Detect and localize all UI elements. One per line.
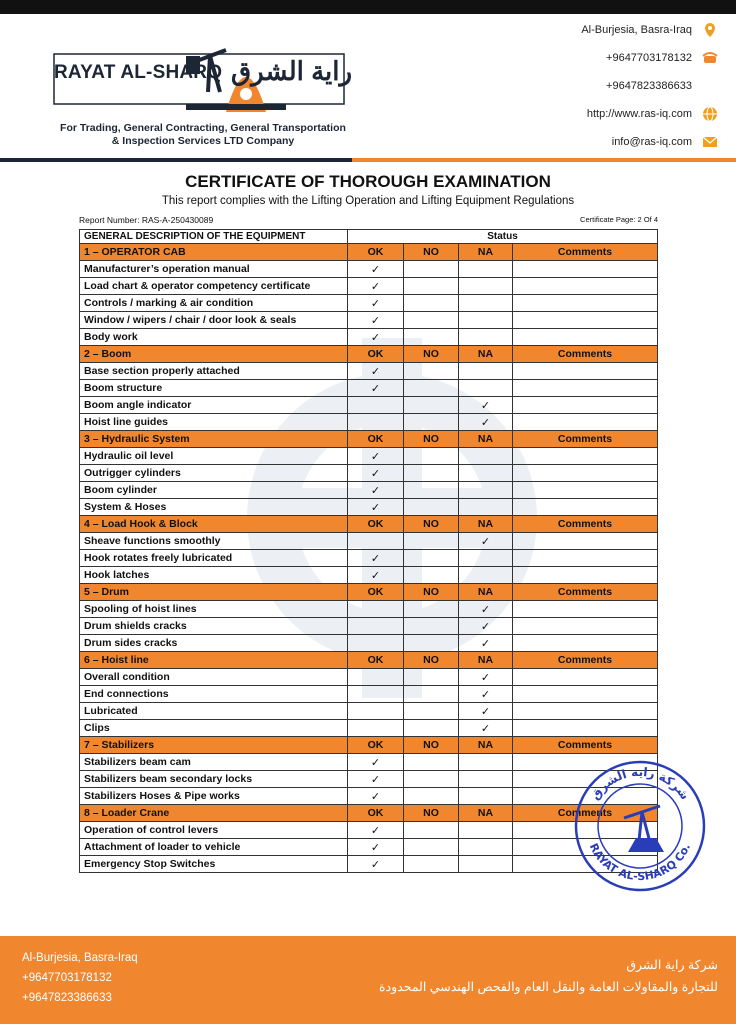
status-ok-cell	[348, 465, 404, 482]
status-na-cell	[459, 686, 513, 703]
item-label: Boom angle indicator	[80, 397, 348, 414]
status-na-cell	[459, 635, 513, 652]
item-label: Emergency Stop Switches	[80, 856, 348, 873]
item-label: Hook rotates freely lubricated	[80, 550, 348, 567]
contact-phone2	[606, 78, 718, 94]
status-na-cell	[459, 669, 513, 686]
comments-cell	[513, 533, 658, 550]
address-text: Al-Burjesia, Basra-Iraq	[581, 24, 692, 36]
col-comments-label: Comments	[513, 584, 658, 601]
table-row	[80, 465, 658, 482]
table-row	[80, 261, 658, 278]
contact-phone1	[606, 50, 718, 66]
comments-cell	[513, 329, 658, 346]
status-na-cell	[459, 703, 513, 720]
status-no-cell	[404, 669, 459, 686]
status-na-cell	[459, 499, 513, 516]
status-ok-cell	[348, 261, 404, 278]
col-na-label: NA	[459, 431, 513, 448]
checkmark-icon: ✓	[480, 535, 491, 548]
section-header-row	[80, 737, 658, 754]
section-title: 2 – Boom	[80, 346, 348, 363]
comments-cell	[513, 363, 658, 380]
item-label: Stabilizers beam secondary locks	[80, 771, 348, 788]
location-pin-icon	[702, 22, 718, 38]
item-label: Attachment of loader to vehicle	[80, 839, 348, 856]
status-no-cell	[404, 839, 459, 856]
item-label: Hook latches	[80, 567, 348, 584]
status-no-cell	[404, 482, 459, 499]
col-na-label: NA	[459, 805, 513, 822]
col-ok-label: OK	[348, 737, 404, 754]
table-row	[80, 329, 658, 346]
checkmark-icon: ✓	[480, 671, 491, 684]
status-no-cell	[404, 856, 459, 873]
checkmark-icon: ✓	[370, 365, 381, 378]
certificate-page: Certificate Page: 2 Of 4	[580, 215, 658, 224]
contact-email[interactable]	[612, 134, 718, 150]
section-header-row	[80, 805, 658, 822]
comments-cell	[513, 703, 658, 720]
comments-cell	[513, 380, 658, 397]
status-no-cell	[404, 363, 459, 380]
checkmark-icon: ✓	[370, 467, 381, 480]
item-label: Boom cylinder	[80, 482, 348, 499]
checkmark-icon: ✓	[480, 722, 491, 735]
status-no-cell	[404, 448, 459, 465]
comments-cell	[513, 635, 658, 652]
col-no-label: NO	[404, 516, 459, 533]
comments-cell	[513, 397, 658, 414]
status-na-cell	[459, 414, 513, 431]
table-row	[80, 448, 658, 465]
status-ok-cell	[348, 754, 404, 771]
item-label: End connections	[80, 686, 348, 703]
status-na-cell	[459, 550, 513, 567]
section-title: 4 – Load Hook & Block	[80, 516, 348, 533]
item-label: Overall condition	[80, 669, 348, 686]
logo-subtitle-line1: For Trading, General Contracting, General Transportation	[60, 122, 346, 134]
status-ok-cell	[348, 703, 404, 720]
comments-cell	[513, 669, 658, 686]
status-no-cell	[404, 567, 459, 584]
status-ok-cell	[348, 822, 404, 839]
section-header-row	[80, 516, 658, 533]
col-na-label: NA	[459, 244, 513, 261]
checkmark-icon: ✓	[480, 688, 491, 701]
status-ok-cell	[348, 856, 404, 873]
table-row	[80, 397, 658, 414]
table-row	[80, 295, 658, 312]
status-na-cell	[459, 788, 513, 805]
item-label: System & Hoses	[80, 499, 348, 516]
status-na-cell	[459, 380, 513, 397]
section-header-row	[80, 431, 658, 448]
status-na-cell	[459, 856, 513, 873]
item-label: Body work	[80, 329, 348, 346]
item-label: Controls / marking & air condition	[80, 295, 348, 312]
table-row	[80, 635, 658, 652]
checkmark-icon: ✓	[370, 331, 381, 344]
status-no-cell	[404, 414, 459, 431]
table-row	[80, 533, 658, 550]
col-na-label: NA	[459, 346, 513, 363]
table-row	[80, 839, 658, 856]
item-label: Stabilizers Hoses & Pipe works	[80, 788, 348, 805]
table-row	[80, 703, 658, 720]
table-row	[80, 499, 658, 516]
footer-contact	[22, 948, 138, 1008]
footer	[0, 936, 736, 1024]
col-ok-label: OK	[348, 584, 404, 601]
phone1-text: +9647703178132	[606, 52, 692, 64]
status-no-cell	[404, 380, 459, 397]
col-na-label: NA	[459, 516, 513, 533]
status-no-cell	[404, 703, 459, 720]
checkmark-icon: ✓	[370, 552, 381, 565]
table-row	[80, 618, 658, 635]
table-row	[80, 669, 658, 686]
status-no-cell	[404, 312, 459, 329]
status-no-cell	[404, 754, 459, 771]
footer-phone2: +9647823386633	[22, 992, 112, 1004]
col-no-label: NO	[404, 584, 459, 601]
section-header-row	[80, 652, 658, 669]
logo-text-ar: راية الشرق	[231, 56, 353, 86]
comments-cell	[513, 465, 658, 482]
item-label: Spooling of hoist lines	[80, 601, 348, 618]
item-label: Lubricated	[80, 703, 348, 720]
logo-subtitle	[48, 122, 358, 148]
status-na-cell	[459, 567, 513, 584]
checkmark-icon: ✓	[370, 263, 381, 276]
col-no-label: NO	[404, 805, 459, 822]
status-ok-cell	[348, 788, 404, 805]
status-no-cell	[404, 618, 459, 635]
checkmark-icon: ✓	[370, 297, 381, 310]
table-row	[80, 686, 658, 703]
footer-ar-line1: شركة راية الشرق	[626, 958, 718, 972]
section-title: 1 – OPERATOR CAB	[80, 244, 348, 261]
item-label: Operation of control levers	[80, 822, 348, 839]
item-label: Window / wipers / chair / door look & seals	[80, 312, 348, 329]
checkmark-icon: ✓	[370, 280, 381, 293]
globe-icon	[702, 106, 718, 122]
col-ok-label: OK	[348, 244, 404, 261]
status-na-cell	[459, 312, 513, 329]
table-row	[80, 601, 658, 618]
col-no-label: NO	[404, 244, 459, 261]
section-header-row	[80, 346, 658, 363]
status-ok-cell	[348, 771, 404, 788]
status-no-cell	[404, 720, 459, 737]
status-no-cell	[404, 601, 459, 618]
status-na-cell	[459, 261, 513, 278]
status-na-cell	[459, 839, 513, 856]
status-no-cell	[404, 635, 459, 652]
item-label: Sheave functions smoothly	[80, 533, 348, 550]
col-no-label: NO	[404, 652, 459, 669]
table-row	[80, 754, 658, 771]
col-no-label: NO	[404, 346, 459, 363]
status-na-cell	[459, 397, 513, 414]
section-title: 5 – Drum	[80, 584, 348, 601]
header-status: Status	[348, 230, 658, 244]
item-label: Drum sides cracks	[80, 635, 348, 652]
col-comments-label: Comments	[513, 346, 658, 363]
footer-ar-line2: للتجارة والمقاولات العامة والنقل العام والفحص الهندسي المحدودة	[379, 980, 718, 994]
status-na-cell	[459, 295, 513, 312]
table-row	[80, 380, 658, 397]
col-na-label: NA	[459, 737, 513, 754]
stamp-text-ar: شركة راية الشرق	[587, 764, 693, 803]
status-no-cell	[404, 295, 459, 312]
checkmark-icon: ✓	[370, 501, 381, 514]
col-ok-label: OK	[348, 516, 404, 533]
status-ok-cell	[348, 448, 404, 465]
status-ok-cell	[348, 482, 404, 499]
comments-cell	[513, 550, 658, 567]
status-na-cell	[459, 720, 513, 737]
footer-address: Al-Burjesia, Basra-Iraq	[22, 952, 138, 964]
col-comments-label: Comments	[513, 516, 658, 533]
table-row	[80, 856, 658, 873]
status-ok-cell	[348, 363, 404, 380]
envelope-icon	[702, 134, 718, 150]
header-divider	[0, 158, 736, 162]
status-ok-cell	[348, 635, 404, 652]
status-ok-cell	[348, 278, 404, 295]
table-row	[80, 822, 658, 839]
contact-web[interactable]	[587, 106, 718, 122]
comments-cell	[513, 414, 658, 431]
table-row	[80, 312, 658, 329]
item-label: Load chart & operator competency certificate	[80, 278, 348, 295]
telephone-icon	[702, 50, 718, 66]
checkmark-icon: ✓	[370, 790, 381, 803]
company-logo	[46, 22, 356, 152]
table-header-row	[80, 230, 658, 244]
email-link[interactable]: info@ras-iq.com	[611, 136, 692, 148]
status-ok-cell	[348, 380, 404, 397]
checkmark-icon: ✓	[480, 399, 491, 412]
section-title: 7 – Stabilizers	[80, 737, 348, 754]
checkmark-icon: ✓	[370, 841, 381, 854]
col-ok-label: OK	[348, 652, 404, 669]
status-na-cell	[459, 754, 513, 771]
stamp-text-en: RAYAT AL-SHARQ Co.	[586, 841, 694, 884]
checkmark-icon: ✓	[370, 382, 381, 395]
status-ok-cell	[348, 414, 404, 431]
table-row	[80, 550, 658, 567]
item-label: Drum shields cracks	[80, 618, 348, 635]
table-row	[80, 414, 658, 431]
status-ok-cell	[348, 312, 404, 329]
status-ok-cell	[348, 618, 404, 635]
status-na-cell	[459, 363, 513, 380]
status-ok-cell	[348, 397, 404, 414]
comments-cell	[513, 601, 658, 618]
status-ok-cell	[348, 720, 404, 737]
header-description: GENERAL DESCRIPTION OF THE EQUIPMENT	[80, 230, 348, 244]
comments-cell	[513, 312, 658, 329]
item-label: Hydraulic oil level	[80, 448, 348, 465]
status-no-cell	[404, 822, 459, 839]
table-row	[80, 363, 658, 380]
checkmark-icon: ✓	[480, 416, 491, 429]
status-no-cell	[404, 788, 459, 805]
item-label: Manufacturer’s operation manual	[80, 261, 348, 278]
comments-cell	[513, 295, 658, 312]
table-row	[80, 567, 658, 584]
status-na-cell	[459, 448, 513, 465]
checkmark-icon: ✓	[370, 824, 381, 837]
col-comments-label: Comments	[513, 652, 658, 669]
comments-cell	[513, 618, 658, 635]
table-row	[80, 482, 658, 499]
col-na-label: NA	[459, 652, 513, 669]
contact-address	[581, 22, 718, 38]
table-row	[80, 278, 658, 295]
comments-cell	[513, 261, 658, 278]
table-row	[80, 788, 658, 805]
checkmark-icon: ✓	[370, 569, 381, 582]
checkmark-icon: ✓	[480, 637, 491, 650]
status-na-cell	[459, 601, 513, 618]
status-ok-cell	[348, 295, 404, 312]
status-no-cell	[404, 397, 459, 414]
col-comments-label: Comments	[513, 244, 658, 261]
status-ok-cell	[348, 601, 404, 618]
table-row	[80, 720, 658, 737]
section-title: 6 – Hoist line	[80, 652, 348, 669]
status-ok-cell	[348, 567, 404, 584]
footer-arabic	[379, 954, 718, 998]
status-na-cell	[459, 771, 513, 788]
checkmark-icon: ✓	[370, 756, 381, 769]
logo-subtitle-line2: & Inspection Services LTD Company	[111, 135, 295, 147]
comments-cell	[513, 686, 658, 703]
checkmark-icon: ✓	[370, 484, 381, 497]
checkmark-icon: ✓	[370, 450, 381, 463]
report-number: Report Number: RAS-A-250430089	[79, 215, 214, 225]
status-no-cell	[404, 329, 459, 346]
status-no-cell	[404, 550, 459, 567]
section-title: 8 – Loader Crane	[80, 805, 348, 822]
section-header-row	[80, 244, 658, 261]
status-ok-cell	[348, 839, 404, 856]
logo-text-en: RAYAT AL-SHARQ	[54, 62, 223, 83]
checkmark-icon: ✓	[480, 603, 491, 616]
web-link[interactable]: http://www.ras-iq.com	[586, 108, 692, 120]
status-ok-cell	[348, 499, 404, 516]
col-ok-label: OK	[348, 431, 404, 448]
status-na-cell	[459, 822, 513, 839]
status-no-cell	[404, 686, 459, 703]
item-label: Outrigger cylinders	[80, 465, 348, 482]
comments-cell	[513, 482, 658, 499]
comments-cell	[513, 720, 658, 737]
status-no-cell	[404, 278, 459, 295]
footer-phone1: +9647703178132	[22, 972, 112, 984]
col-comments-label: Comments	[513, 737, 658, 754]
phone2-text: +9647823386633	[606, 80, 692, 92]
item-label: Hoist line guides	[80, 414, 348, 431]
item-label: Stabilizers beam cam	[80, 754, 348, 771]
status-ok-cell	[348, 550, 404, 567]
col-no-label: NO	[404, 737, 459, 754]
table-row	[80, 771, 658, 788]
status-ok-cell	[348, 686, 404, 703]
checkmark-icon: ✓	[480, 620, 491, 633]
page-title: CERTIFICATE OF THOROUGH EXAMINATION	[185, 172, 551, 191]
status-na-cell	[459, 618, 513, 635]
status-ok-cell	[348, 669, 404, 686]
status-na-cell	[459, 465, 513, 482]
status-na-cell	[459, 482, 513, 499]
comments-cell	[513, 448, 658, 465]
col-comments-label: Comments	[513, 431, 658, 448]
page-subtitle: This report complies with the Lifting Operation and Lifting Equipment Regulations	[161, 195, 575, 207]
col-ok-label: OK	[348, 346, 404, 363]
status-ok-cell	[348, 533, 404, 550]
company-stamp	[572, 758, 708, 894]
status-no-cell	[404, 533, 459, 550]
status-no-cell	[404, 499, 459, 516]
top-bar	[0, 0, 736, 14]
status-no-cell	[404, 771, 459, 788]
item-label: Boom structure	[80, 380, 348, 397]
checkmark-icon: ✓	[370, 314, 381, 327]
status-no-cell	[404, 465, 459, 482]
checkmark-icon: ✓	[370, 858, 381, 871]
col-comments-label: Comments	[513, 805, 658, 822]
comments-cell	[513, 278, 658, 295]
status-na-cell	[459, 329, 513, 346]
status-na-cell	[459, 278, 513, 295]
comments-cell	[513, 499, 658, 516]
checkmark-icon: ✓	[370, 773, 381, 786]
checkmark-icon: ✓	[480, 705, 491, 718]
col-na-label: NA	[459, 584, 513, 601]
status-ok-cell	[348, 329, 404, 346]
col-ok-label: OK	[348, 805, 404, 822]
item-label: Clips	[80, 720, 348, 737]
section-title: 3 – Hydraulic System	[80, 431, 348, 448]
status-no-cell	[404, 261, 459, 278]
section-header-row	[80, 584, 658, 601]
col-no-label: NO	[404, 431, 459, 448]
item-label: Base section properly attached	[80, 363, 348, 380]
status-na-cell	[459, 533, 513, 550]
comments-cell	[513, 567, 658, 584]
